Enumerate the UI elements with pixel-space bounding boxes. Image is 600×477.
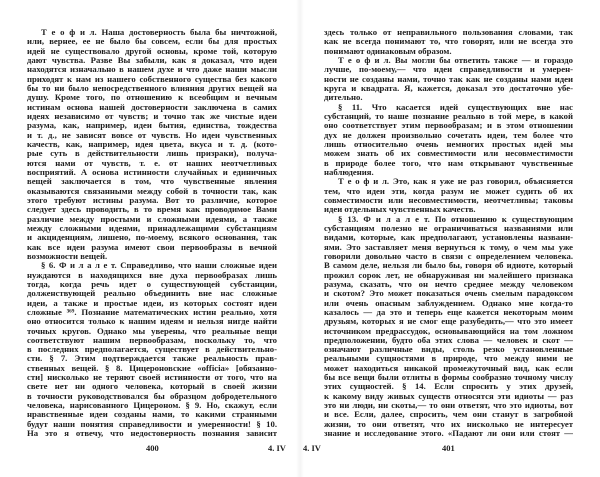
text-line: оно соответствует этим первообразам; и в этом отношении xyxy=(324,120,573,131)
text-line: может находиться никакой промежуточный вид, как если xyxy=(324,362,573,373)
text-line: между сложными идеями, принадлежащими субстанциям xyxy=(27,222,277,233)
text-line: возможности вещей. xyxy=(27,250,108,261)
left-page-signature: 4. IV xyxy=(268,443,286,453)
text-line: бы все вещи были отлиты в формы сообразно точному числу xyxy=(324,372,573,383)
text-line: источником предрассудок, основывающийся на том ложном xyxy=(324,325,573,336)
text-line: человека, нарисованного Цицероном. § 9. Но, скажут, если xyxy=(27,400,277,411)
text-line: можем знать об их совместимости или несовместимости xyxy=(324,148,573,159)
text-line: разума, сказать, что он нечто среднее между человеком xyxy=(324,278,573,289)
text-line: понимают одинаковым образом. xyxy=(324,45,452,56)
text-line: На это я отвечу, что недостоверность познания зависит xyxy=(27,428,277,439)
text-line: тогда, когда речь идет о существующей субстанции, xyxy=(27,278,277,289)
text-line: будут наши понятия справедливости и умеренности! § 10. xyxy=(27,418,277,429)
text-line: или, вернее, ее не было бы совсем, если бы для простых xyxy=(27,36,277,47)
book-gutter xyxy=(296,0,304,477)
text-line: знание и исследование этого. «Падают ли они или стоят — xyxy=(324,428,573,439)
text-line: наблюдения. xyxy=(324,166,374,177)
text-line: следует здесь проводить, в то время как проводимое Вами xyxy=(27,204,277,215)
text-line: и все. Если, далее, спросить, чем они станут в загробной xyxy=(324,409,573,420)
text-line: разума, как, например, идеи бытия, единства, тождества xyxy=(27,120,277,131)
text-line: находятся изначально в нашем духе и что даже наши мысли xyxy=(27,64,277,75)
text-line: ственных вещей. § 8. Цицероновские «officia» [обязанно- xyxy=(27,362,277,373)
text-line: ями. Это заставляет меня вернуться к тому, о чем мы уже xyxy=(324,241,573,252)
text-line: Т е о ф и л. Вы могли бы ответить также — и гораздо xyxy=(338,54,573,65)
text-line: говорили довольно часто в связи с определением человека. xyxy=(324,250,573,261)
text-line: и скотом? Это может показаться очень смелым парадоксом xyxy=(324,288,573,299)
text-line: сти] нисколько не теряют своей истинности от того, что на xyxy=(27,372,277,383)
text-line: оно относится только к нашим идеям и нельзя нигде найти xyxy=(27,316,277,327)
text-line: тем, что идеи эти, когда разум не может судить об их xyxy=(324,185,573,196)
text-line: и акциденциям, лишено, по-моему, всякого основания, так xyxy=(27,232,277,243)
text-line: рые суть в действительности лишь призраки), получа- xyxy=(27,148,277,159)
text-line: к какому виду живых существ относятся эти идиоты — раз xyxy=(324,390,573,401)
text-line: этого требуют истины разума. Вот то различие, которое xyxy=(27,194,277,205)
text-line: ются нами от чувств, т. е. от наших неотчетливых xyxy=(27,157,277,168)
text-line: казалось — да это и теперь еще кажется некоторым моим xyxy=(324,306,573,317)
text-line: восприятий. А основа истинности случайных и единичных xyxy=(27,166,277,177)
text-line: предположении, будто оба этих слова — человек и скот — xyxy=(324,334,573,345)
text-line: дух не должен произвольно сочетать идеи, тем более что xyxy=(324,129,573,140)
text-line: В самом деле, нельзя ли было бы, говоря об идиоте, который xyxy=(324,260,573,271)
text-line: нравственные идеи созданы нами, то какими странными xyxy=(27,409,277,420)
text-line: жизни, то они ответят, что их нисколько не интересует xyxy=(324,418,573,429)
text-line: вещей заключается в том, что чувственные явления xyxy=(27,176,277,187)
text-line: в природе более того, что нам открывают чувственные xyxy=(324,157,573,168)
text-line: круга и квадрата. Я, кажется, доказал это достаточно убе- xyxy=(324,82,573,93)
right-page-text xyxy=(324,28,573,438)
text-line: как не всегда понимают то, что говорят, или не всегда это xyxy=(324,36,573,47)
text-line: ности не созданы нами, точно так как не созданы нами идеи xyxy=(324,73,573,84)
text-line: различие между простыми и сложными идеями, а также xyxy=(27,213,277,224)
text-line: Т е о ф и л. Это, как я уже не раз говорил, объясняется xyxy=(338,176,573,187)
text-line: § 11. Что касается идей существующих вне нас xyxy=(338,101,573,112)
text-line: оказываются связанными между собой в точности так, как xyxy=(27,185,277,196)
text-line: в последних предполагается, существует в действительно- xyxy=(27,344,277,355)
text-line: лучше, по-моему,— что идеи справедливости и умерен- xyxy=(324,64,573,75)
left-page-number: 400 xyxy=(146,443,159,453)
text-line: нуждаются в находящихся вне духа первообразах лишь xyxy=(27,269,277,280)
text-line: идеи, а также и простые идеи, из которых состоят идеи xyxy=(27,297,277,308)
text-line: в точности руководствовался бы образцом добродетельного xyxy=(27,390,277,401)
text-line: субстанций, то наше познание реально в той мере, в какой xyxy=(324,110,573,121)
text-line: качеств, как, например, идея цвета, вкуса и т. д. (кото- xyxy=(27,138,277,149)
right-page-signature: 4. IV xyxy=(303,443,321,453)
text-line: и т. д., не зависят вовсе от чувств. Но идеи чувственных xyxy=(27,129,277,140)
text-line: прожил сорок лет, не обнаруживая ни малейшего признака xyxy=(324,269,573,280)
text-line: субстанциям полезно не ограничиваться названиями или xyxy=(324,222,573,233)
text-line: идей не существовало другой основы, кроме той, которую xyxy=(27,45,277,56)
text-line: это ни люди, ни скоты,— то они ответят, что это идиоты, вот xyxy=(324,400,573,411)
text-line: этих сущностей. § 14. Если спросить у этих друзей, xyxy=(324,381,573,392)
text-line: § 6. Ф и л а л е т. Справедливо, что наши сложные идеи xyxy=(41,260,277,271)
text-line: соответствуют нашим первообразам, поскольку то, что xyxy=(27,334,277,345)
text-line: § 13. Ф и л а л е т. По отношению к существующим xyxy=(338,213,573,224)
text-line: свете нет ни одного человека, который в своей жизни xyxy=(27,381,277,392)
text-line: дительно. xyxy=(324,92,363,103)
text-line: лишь относительно очень немногих простых идей мы xyxy=(324,138,573,149)
text-line: душу. Кроме того, по отношению к всеобщим и вечным xyxy=(27,92,277,103)
text-line: дают чувства. Разве Вы забыли, как я доказал, что идеи xyxy=(27,54,277,65)
text-line: приходят к нам из нашего собственного существа без какого xyxy=(27,73,277,84)
text-line: бы то ни было непосредственного влияния других вещей на xyxy=(27,82,277,93)
text-line: истинам основа нашей достоверности заключена в самих xyxy=(27,101,277,112)
left-page-text xyxy=(27,28,277,438)
text-line: точных кругов. Однако мы уверены, что реальные вещи xyxy=(27,325,277,336)
text-line: как все идеи разума имеют свои первообразы в вечной xyxy=(27,241,277,252)
text-line: видами, которые, как предполагают, установлены названи- xyxy=(324,232,573,243)
text-line: сти. § 7. Этим подтверждается также реальность прав- xyxy=(27,353,277,364)
text-line: долженствующей реально объединить вне нас сложные xyxy=(27,288,277,299)
text-line: сложные ³⁶⁹. Познание математических истин реально, хотя xyxy=(27,306,277,317)
text-line: означают различные виды, столь резко установленные xyxy=(324,344,573,355)
text-line: идеях независимо от чувств; и точно так же чистые идеи xyxy=(27,110,277,121)
text-line: совместимости или несовместимости, неотчетливы; таковы xyxy=(324,194,573,205)
text-line: или очень опасным заблуждением. Однако мне когда-то xyxy=(324,297,573,308)
text-line: Т е о ф и л. Наша достоверность была бы ничтожной, xyxy=(41,27,277,37)
text-line: идеи отдельных чувственных качеств. xyxy=(324,204,476,215)
text-line: друзьям, которых я не смог еще разубедить,— что это имеет xyxy=(324,316,573,327)
text-line: реальными сущностями в природе, что между ними не xyxy=(324,353,573,364)
right-page-number: 401 xyxy=(442,443,455,453)
text-line: здесь только от неправильного пользования словами, так xyxy=(324,27,573,37)
